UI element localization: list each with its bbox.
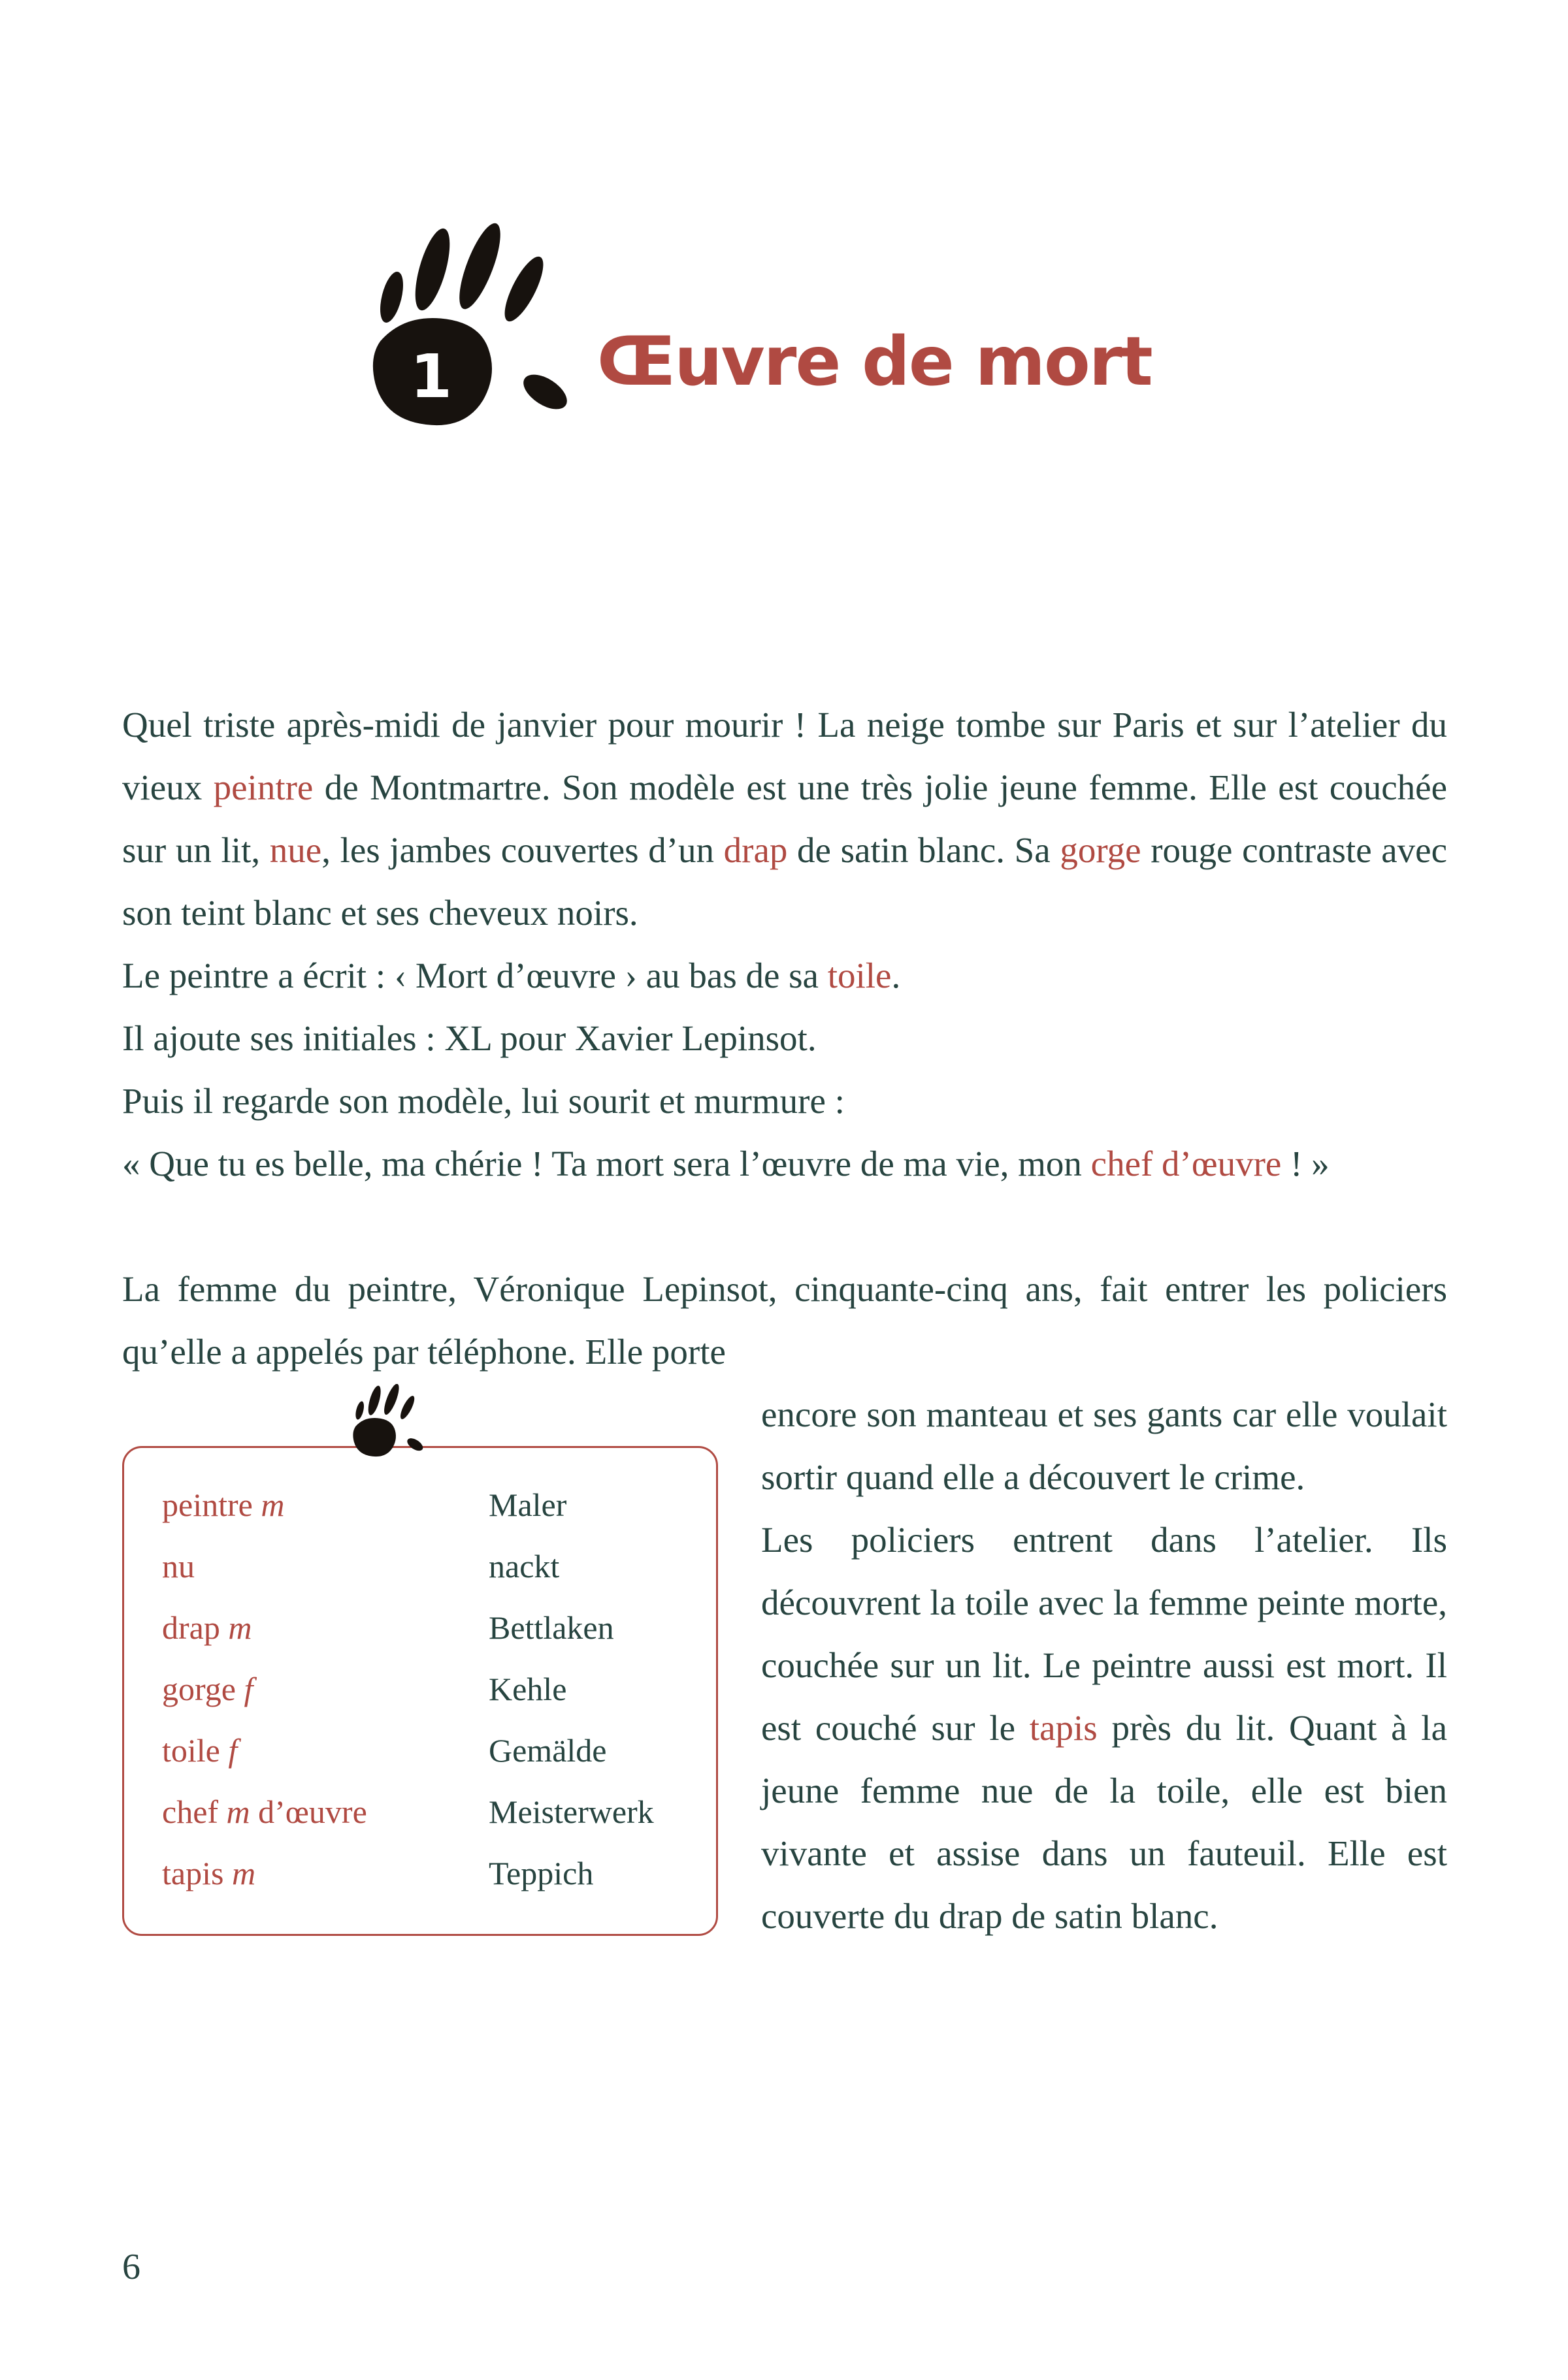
line-murmure: Puis il regarde son modèle, lui sourit et murmure : xyxy=(122,1081,845,1121)
paragraph-2-section xyxy=(122,1258,1447,1948)
gender-marker: m xyxy=(223,1855,256,1891)
story-text xyxy=(122,694,1447,1948)
text-wrap-zone xyxy=(122,1383,1447,1948)
vocab-translation: Teppich xyxy=(489,1855,594,1891)
vocab-term: gorge f xyxy=(162,1671,253,1707)
vocab-term: chef m d’œuvre xyxy=(162,1793,367,1830)
paragraph-1: Quel triste après-midi de janvier pour mourir ! La neige tombe sur Paris et sur l’atelier du vieux peintre de Montmartre. Son modèle est une très jolie jeune femme. Elle est couchée sur un lit, nue, les jambes couvertes d’un drap de satin blanc. Sa gorge rouge contraste avec son teint blanc et ses cheveux noirs. xyxy=(122,705,1448,933)
vocab-term: tapis m xyxy=(162,1855,256,1891)
vocab-rows xyxy=(162,1474,693,1904)
vocab-term: toile f xyxy=(162,1732,238,1769)
vocab-box xyxy=(122,1383,718,1936)
paragraph-2-wrap-b: Les policiers entrent dans l’atelier. Ils découvrent la toile avec la femme peinte morte, couchée sur un lit. Le peintre aussi est mort. Il est couché sur le tapis près du lit. Quant à la jeune femme nue de la toile, elle est bien vivante et assise dans un fauteuil. Elle est couverte du drap de satin blanc. xyxy=(761,1520,1447,1936)
vocab-term: nu xyxy=(162,1548,195,1584)
chapter-number: 1 xyxy=(410,342,453,411)
vocab-highlight: nue xyxy=(269,830,322,870)
line-quote: « Que tu es belle, ma chérie ! Ta mort sera l’œuvre de ma vie, mon chef d’œuvre ! » xyxy=(122,1144,1330,1183)
paragraph-2-intro: La femme du peintre, Véronique Lepinsot, cinquante-cinq ans, fait entrer les policiers qu’elle a appelés par téléphone. Elle porte xyxy=(122,1269,1447,1372)
gender-marker: f xyxy=(220,1732,238,1769)
chapter-header xyxy=(354,0,1447,464)
vocab-translation: Gemälde xyxy=(489,1732,607,1769)
vocab-translation: Bettlaken xyxy=(489,1609,614,1646)
vocab-highlight: drap xyxy=(723,830,788,870)
vocab-highlight: toile xyxy=(827,956,892,995)
vocab-term: peintre m xyxy=(162,1487,285,1523)
chapter-title: Œuvre de mort xyxy=(597,323,1152,401)
paragraph-2-wrap-a: encore son manteau et ses gants car elle voulait sortir quand elle a découvert le crime. xyxy=(761,1394,1447,1497)
gender-marker: f xyxy=(235,1671,253,1707)
gender-marker: m xyxy=(252,1487,285,1523)
vocab-highlight: gorge xyxy=(1060,830,1141,870)
vocab-term: drap m xyxy=(162,1609,252,1646)
gender-marker: m xyxy=(220,1609,252,1646)
vocab-translation: nackt xyxy=(489,1548,560,1584)
vocab-highlight: peintre xyxy=(213,767,314,807)
handprint-icon xyxy=(354,212,583,464)
vocab-translation: Meisterwerk xyxy=(489,1793,654,1830)
vocab-box-frame xyxy=(122,1446,718,1936)
page-number: 6 xyxy=(122,2247,140,2287)
gender-marker: m xyxy=(218,1793,250,1830)
vocab-translation: Maler xyxy=(489,1487,567,1523)
vocab-highlight: tapis xyxy=(1029,1708,1098,1748)
handprint-icon xyxy=(340,1384,435,1466)
vocab-highlight: chef d’œuvre xyxy=(1090,1144,1282,1183)
line-initiales: Il ajoute ses initiales : XL pour Xavier Lepinsot. xyxy=(122,1018,817,1058)
line-toile: Le peintre a écrit : ‹ Mort d’œuvre › au bas de sa toile. xyxy=(122,956,901,995)
vocab-translation: Kehle xyxy=(489,1671,567,1707)
